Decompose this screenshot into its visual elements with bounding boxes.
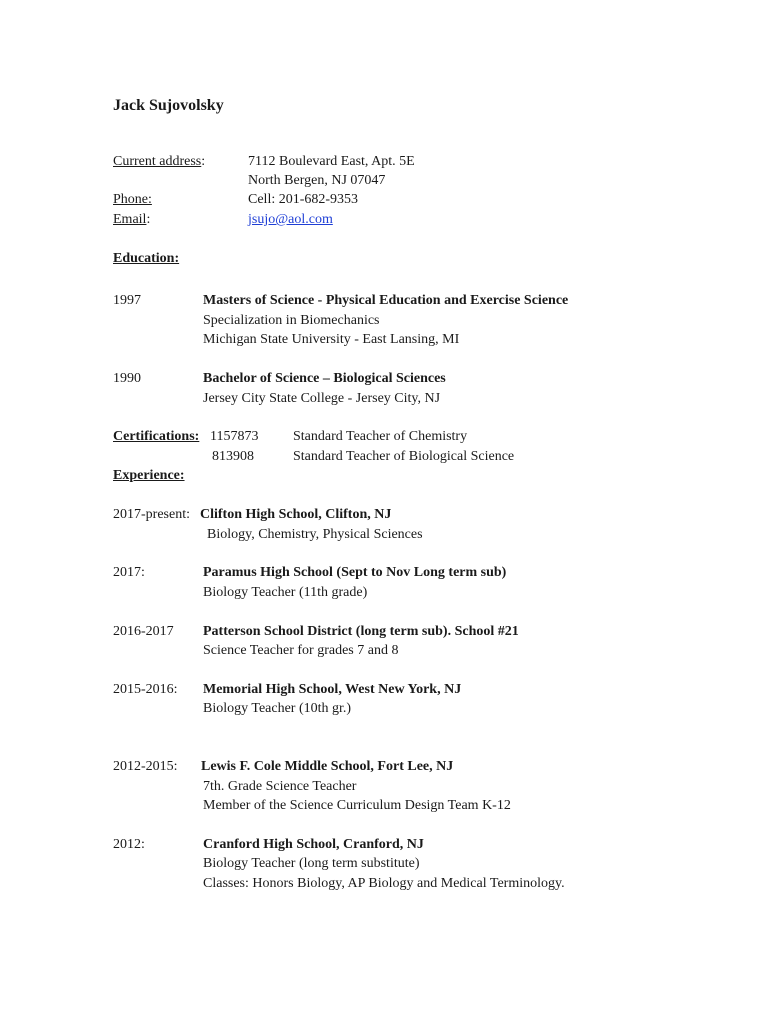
experience-employer: Clifton High School, Clifton, NJ bbox=[200, 507, 392, 522]
experience-detail: Classes: Honors Biology, AP Biology and Medical Terminology. bbox=[203, 876, 565, 891]
experience-role: Biology, Chemistry, Physical Sciences bbox=[207, 527, 423, 542]
experience-role: Biology Teacher (10th gr.) bbox=[203, 701, 352, 716]
experience-heading: Experience: bbox=[113, 468, 185, 483]
experience-date: 2012-2015: bbox=[113, 759, 178, 774]
phone-value: Cell: 201-682-9353 bbox=[248, 192, 359, 207]
experience-role: Science Teacher for grades 7 and 8 bbox=[203, 643, 399, 658]
email-link[interactable]: jsujo@aol.com bbox=[248, 212, 333, 227]
certification-title: Standard Teacher of Biological Science bbox=[293, 449, 515, 464]
experience-detail: Member of the Science Curriculum Design Team K-12 bbox=[203, 798, 511, 813]
experience-date: 2012: bbox=[113, 837, 145, 852]
education-detail: Specialization in Biomechanics bbox=[203, 313, 380, 328]
experience-employer: Cranford High School, Cranford, NJ bbox=[203, 837, 424, 852]
education-degree-title: Bachelor of Science – Biological Sciences bbox=[203, 371, 446, 386]
email-label-text: Email bbox=[113, 212, 147, 227]
experience-date: 2017-present: bbox=[113, 507, 190, 522]
resume-name: Jack Sujovolsky bbox=[113, 97, 224, 114]
certification-title: Standard Teacher of Chemistry bbox=[293, 429, 468, 444]
education-year: 1997 bbox=[113, 293, 141, 308]
certifications-heading: Certifications: bbox=[113, 429, 200, 444]
experience-employer: Paramus High School (Sept to Nov Long term sub) bbox=[203, 565, 507, 580]
experience-role: 7th. Grade Science Teacher bbox=[203, 779, 357, 794]
experience-employer: Memorial High School, West New York, NJ bbox=[203, 682, 462, 697]
address-label-text: Current address bbox=[113, 154, 202, 169]
address-line-1: 7112 Boulevard East, Apt. 5E bbox=[248, 154, 415, 169]
email-label bbox=[113, 211, 150, 229]
education-degree-title: Masters of Science - Physical Education and Exercise Science bbox=[203, 293, 569, 308]
address-label-colon: : bbox=[201, 154, 206, 169]
experience-role: Biology Teacher (long term substitute) bbox=[203, 856, 420, 871]
experience-role: Biology Teacher (11th grade) bbox=[203, 585, 368, 600]
education-year: 1990 bbox=[113, 371, 141, 386]
education-heading: Education: bbox=[113, 251, 180, 266]
education-institution: Michigan State University - East Lansing, MI bbox=[203, 332, 460, 347]
experience-employer: Patterson School District (long term sub). School #21 bbox=[203, 624, 519, 639]
experience-date: 2016-2017 bbox=[113, 624, 174, 639]
experience-date: 2015-2016: bbox=[113, 682, 178, 697]
experience-date: 2017: bbox=[113, 565, 145, 580]
address-line-2: North Bergen, NJ 07047 bbox=[248, 173, 386, 188]
phone-label: Phone: bbox=[113, 192, 152, 207]
experience-employer: Lewis F. Cole Middle School, Fort Lee, NJ bbox=[201, 759, 454, 774]
education-institution: Jersey City State College - Jersey City, NJ bbox=[203, 391, 441, 406]
certification-number: 813908 bbox=[212, 449, 254, 464]
certification-number: 1157873 bbox=[210, 429, 259, 444]
email-label-colon: : bbox=[146, 212, 151, 227]
address-label bbox=[113, 153, 205, 171]
